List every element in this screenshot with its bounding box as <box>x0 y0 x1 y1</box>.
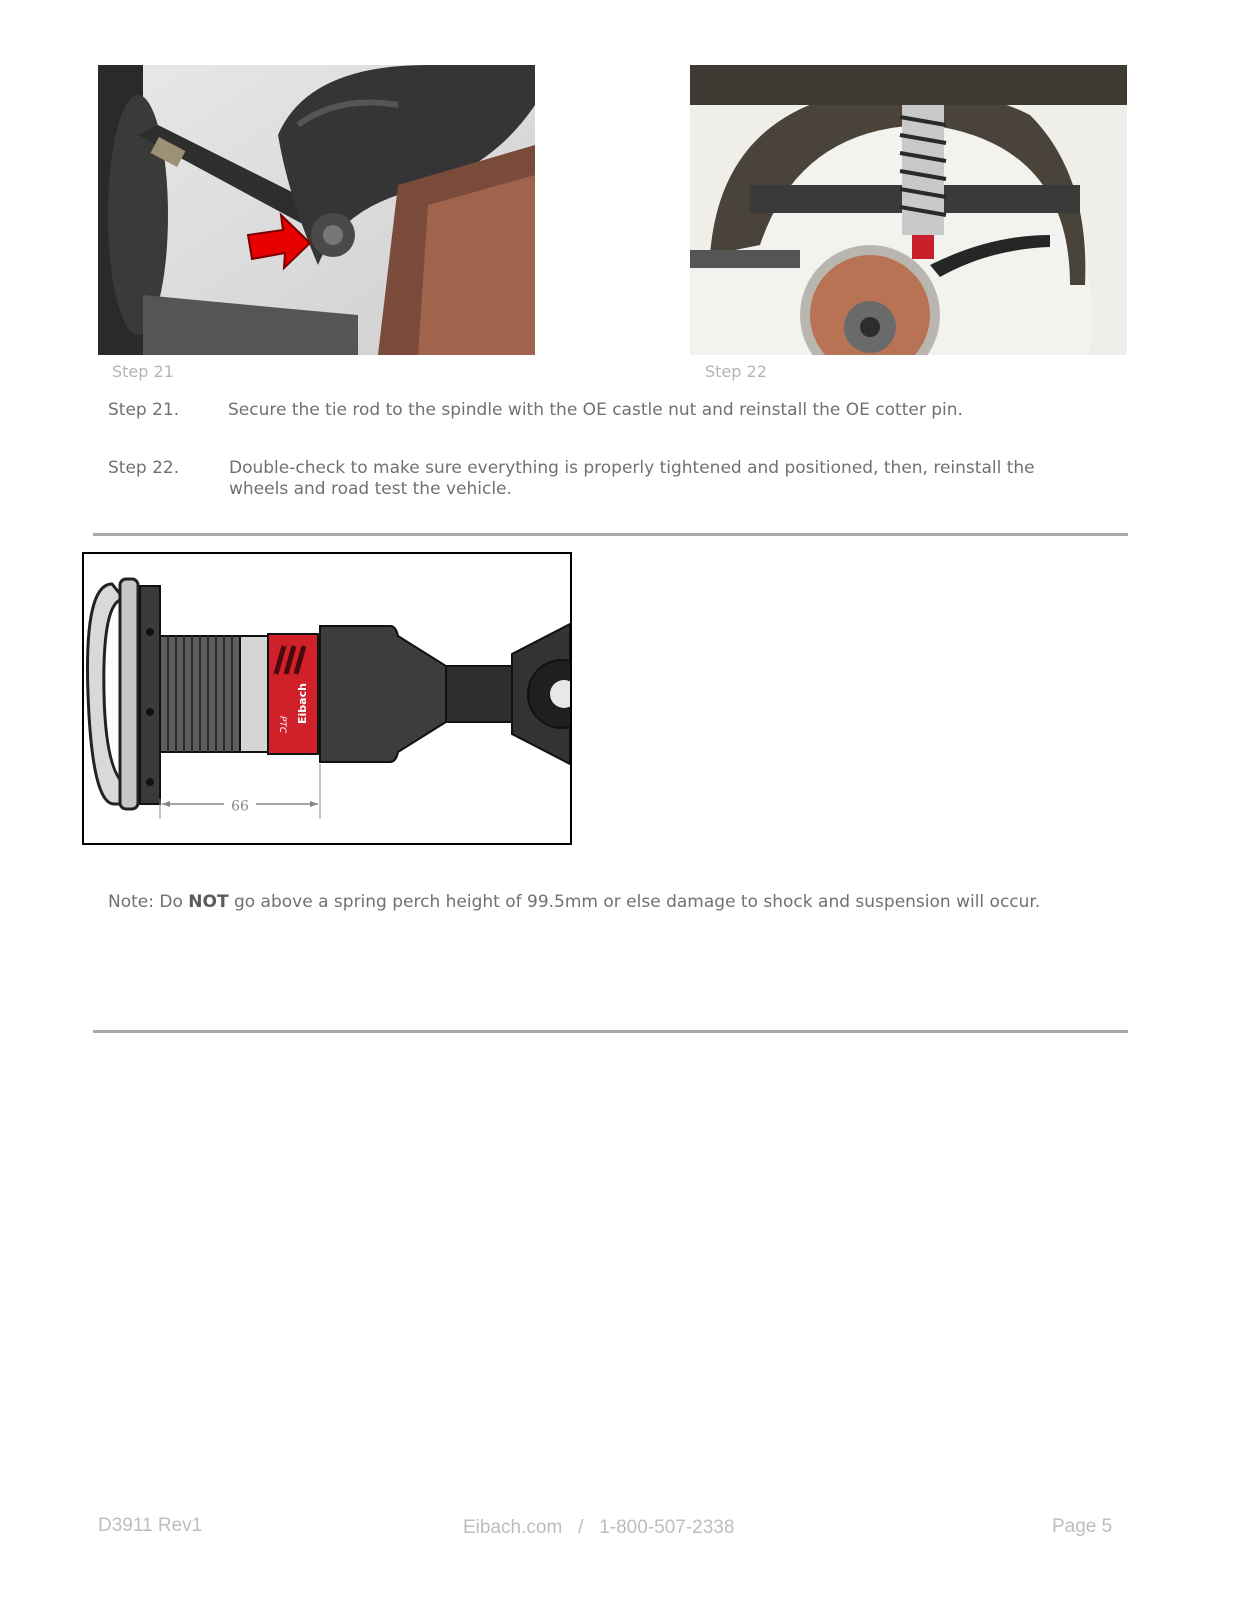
step-21-photo <box>98 65 535 355</box>
footer-doc-id: D3911 Rev1 <box>98 1515 203 1536</box>
step-21-caption: Step 21 <box>112 362 174 381</box>
note-prefix: Note: Do <box>108 892 189 912</box>
step-22-photo <box>690 65 1127 355</box>
divider-top <box>93 533 1128 536</box>
step-22-caption: Step 22 <box>705 362 767 381</box>
brand-badge: Eibach <box>296 683 309 724</box>
note-emphasis: NOT <box>188 892 229 912</box>
spring-perch-note <box>108 892 1040 912</box>
step-22-text: Double-check to make sure everything is properly tightened and positioned, then, reinstall the wheels and road test the vehicle. <box>229 458 1035 499</box>
dimension-label: 99 <box>231 796 249 812</box>
step-22-label: Step 22. <box>108 458 180 478</box>
model-text: PTC <box>277 716 287 734</box>
spring-perch-diagram <box>82 552 572 845</box>
footer-page-number: Page 5 <box>1052 1516 1113 1537</box>
footer-contact: Eibach.com / 1-800-507-2338 <box>463 1517 735 1538</box>
step-21-label: Step 21. <box>108 400 180 420</box>
divider-bottom <box>93 1030 1128 1033</box>
step-21-text: Secure the tie rod to the spindle with the OE castle nut and reinstall the OE cotter pin. <box>228 400 963 420</box>
note-suffix: go above a spring perch height of 99.5mm or else damage to shock and suspension will occur. <box>228 892 1041 912</box>
